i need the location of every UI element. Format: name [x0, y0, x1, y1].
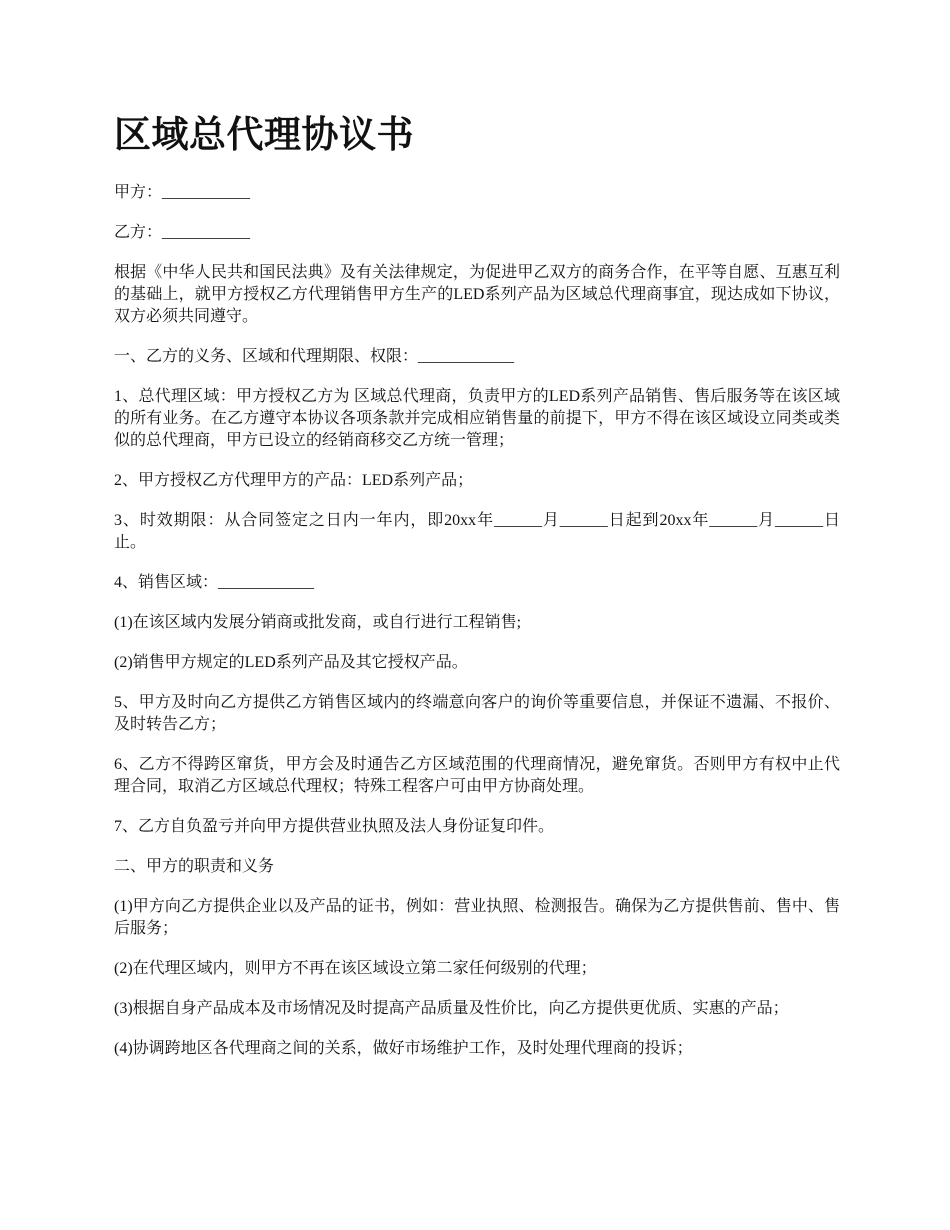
clause-3-term: 3、时效期限：从合同签定之日内一年内，即20xx年______月______日起到20xx年______月______日止。: [114, 512, 840, 551]
clause-4-item-2: (2)销售甲方规定的LED系列产品及其它授权产品。: [114, 654, 468, 671]
party-a-line: 甲方：___________: [114, 184, 251, 201]
clause-6-no-cross-region: 6、乙方不得跨区窜货，甲方会及时通告乙方区域范围的代理商情况，避免窜货。否则甲方有权中止代理合同，取消乙方区域总代理权；特殊工程客户可由甲方协商处理。: [114, 756, 840, 795]
clause-4-sales-area: 4、销售区域：____________: [114, 574, 315, 591]
duty-item-1: (1)甲方向乙方提供企业以及产品的证书，例如：营业执照、检测报告。确保为乙方提供售前、售中、售后服务；: [114, 898, 840, 937]
party-b-line: 乙方：___________: [114, 224, 251, 241]
document-page: [114, 108, 840, 1078]
clause-2-authorized-products: 2、甲方授权乙方代理甲方的产品：LED系列产品；: [114, 472, 474, 489]
section-heading-obligations: 一、乙方的义务、区域和代理期限、权限：____________: [114, 348, 515, 365]
clause-1-agency-area: 1、总代理区域：甲方授权乙方为 区域总代理商，负责甲方的LED系列产品销售、售后服务等在该区域的所有业务。在乙方遵守本协议各项条款并完成相应销售量的前提下，甲方不得在该区域设立同类或类似的总代理商，甲方已设立的经销商移交乙方统一管理；: [114, 388, 840, 449]
preamble-paragraph: 根据《中华人民共和国民法典》及有关法律规定，为促进甲乙双方的商务合作，在平等自愿、互惠互利的基础上，就甲方授权乙方代理销售甲方生产的LED系列产品为区域总代理商事宜，现达成如下协议，双方必须共同遵守。: [114, 264, 840, 325]
duty-item-2: (2)在代理区域内，则甲方不再在该区域设立第二家任何级别的代理；: [114, 960, 597, 977]
duty-item-3: (3)根据自身产品成本及市场情况及时提高产品质量及性价比，向乙方提供更优质、实惠的产品；: [114, 1000, 789, 1017]
clause-7-self-responsibility: 7、乙方自负盈亏并向甲方提供营业执照及法人身份证复印件。: [114, 818, 555, 835]
clause-5-customer-info: 5、甲方及时向乙方提供乙方销售区域内的终端意向客户的询价等重要信息，并保证不遗漏、不报价、及时转告乙方；: [114, 694, 840, 733]
duty-item-4: (4)协调跨地区各代理商之间的关系，做好市场维护工作，及时处理代理商的投诉；: [114, 1040, 693, 1057]
section-heading-party-a-duties: 二、甲方的职责和义务: [114, 858, 275, 875]
document-title: 区域总代理协议书: [114, 115, 414, 156]
clause-4-item-1: (1)在该区域内发展分销商或批发商，或自行进行工程销售;: [114, 614, 522, 631]
